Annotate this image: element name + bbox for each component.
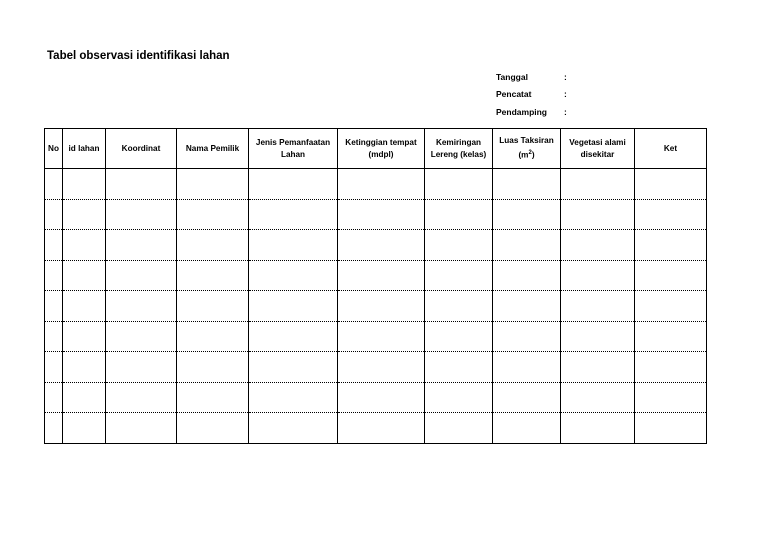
table-cell[interactable] bbox=[177, 352, 249, 383]
table-cell[interactable] bbox=[338, 199, 425, 230]
header-sup: 2 bbox=[528, 150, 532, 157]
header-line1: Koordinat bbox=[121, 143, 161, 153]
table-cell[interactable] bbox=[45, 352, 63, 383]
header-line1: Nama Pemilik bbox=[185, 143, 240, 153]
table-cell[interactable] bbox=[338, 413, 425, 444]
table-cell[interactable] bbox=[425, 352, 493, 383]
table-cell[interactable] bbox=[338, 291, 425, 322]
table-row bbox=[45, 260, 707, 291]
table-cell[interactable] bbox=[63, 352, 106, 383]
table-cell[interactable] bbox=[249, 382, 338, 413]
table-cell[interactable] bbox=[249, 260, 338, 291]
table-cell[interactable] bbox=[425, 413, 493, 444]
table-row bbox=[45, 199, 707, 230]
header-kemiringan bbox=[425, 129, 493, 169]
table-cell[interactable] bbox=[63, 291, 106, 322]
table-cell[interactable] bbox=[635, 291, 707, 322]
header-line1: Ket bbox=[663, 143, 678, 153]
header-ketinggian bbox=[338, 129, 425, 169]
header-line2: Lereng (kelas) bbox=[430, 149, 487, 159]
header-luas-taksiran bbox=[493, 129, 561, 169]
table-cell[interactable] bbox=[561, 382, 635, 413]
table-cell[interactable] bbox=[493, 199, 561, 230]
table-cell[interactable] bbox=[493, 413, 561, 444]
table-cell[interactable] bbox=[45, 230, 63, 261]
table-cell[interactable] bbox=[249, 169, 338, 200]
table-cell[interactable] bbox=[635, 382, 707, 413]
meta-row-pencatat bbox=[496, 86, 574, 104]
table-cell[interactable] bbox=[425, 321, 493, 352]
table-cell[interactable] bbox=[493, 260, 561, 291]
header-nama-pemilik bbox=[177, 129, 249, 169]
header-line1: Jenis Pemanfaatan bbox=[255, 137, 331, 147]
header-line2: (mdpl) bbox=[368, 149, 394, 159]
table-cell[interactable] bbox=[249, 413, 338, 444]
table-cell[interactable] bbox=[177, 321, 249, 352]
table-cell[interactable] bbox=[177, 413, 249, 444]
table-cell[interactable] bbox=[338, 352, 425, 383]
meta-label: Pendamping bbox=[496, 106, 548, 117]
table-cell[interactable] bbox=[425, 199, 493, 230]
table-cell[interactable] bbox=[106, 260, 177, 291]
table-cell[interactable] bbox=[635, 321, 707, 352]
table-cell[interactable] bbox=[635, 230, 707, 261]
table-cell[interactable] bbox=[635, 169, 707, 200]
meta-colon: : bbox=[564, 106, 567, 117]
table-row bbox=[45, 352, 707, 383]
table-cell[interactable] bbox=[249, 352, 338, 383]
table-cell[interactable] bbox=[63, 260, 106, 291]
table-cell[interactable] bbox=[63, 169, 106, 200]
header-jenis-pemanfaatan bbox=[249, 129, 338, 169]
table-cell[interactable] bbox=[63, 382, 106, 413]
table-cell[interactable] bbox=[561, 199, 635, 230]
table-cell[interactable] bbox=[425, 291, 493, 322]
header-line2: Lahan bbox=[280, 149, 306, 159]
table-cell[interactable] bbox=[425, 382, 493, 413]
table-cell[interactable] bbox=[338, 382, 425, 413]
table-row bbox=[45, 230, 707, 261]
table-cell[interactable] bbox=[177, 230, 249, 261]
table-cell[interactable] bbox=[45, 321, 63, 352]
table-cell[interactable] bbox=[425, 169, 493, 200]
table-cell[interactable] bbox=[106, 321, 177, 352]
table-cell[interactable] bbox=[249, 291, 338, 322]
table-cell[interactable] bbox=[338, 169, 425, 200]
table-cell[interactable] bbox=[635, 413, 707, 444]
table-row bbox=[45, 321, 707, 352]
table-cell[interactable] bbox=[106, 230, 177, 261]
header-vegetasi bbox=[561, 129, 635, 169]
header-line1: Vegetasi alami bbox=[569, 137, 626, 147]
header-koordinat bbox=[106, 129, 177, 169]
table-cell[interactable] bbox=[561, 413, 635, 444]
table-body bbox=[45, 169, 707, 444]
header-no bbox=[45, 129, 63, 169]
table-cell[interactable] bbox=[45, 291, 63, 322]
header-line2: disekitar bbox=[580, 149, 615, 159]
table-cell[interactable] bbox=[561, 230, 635, 261]
header-line2: (m bbox=[518, 150, 529, 160]
table-header-row bbox=[45, 129, 707, 169]
table-cell[interactable] bbox=[561, 321, 635, 352]
table-cell[interactable] bbox=[493, 352, 561, 383]
table-cell[interactable] bbox=[493, 291, 561, 322]
table-cell[interactable] bbox=[63, 413, 106, 444]
table-cell[interactable] bbox=[63, 230, 106, 261]
meta-label: Pencatat bbox=[496, 89, 532, 100]
document-title: Tabel observasi identifikasi lahan bbox=[47, 50, 230, 62]
table-cell[interactable] bbox=[493, 230, 561, 261]
table-cell[interactable] bbox=[45, 199, 63, 230]
table-row bbox=[45, 413, 707, 444]
table-cell[interactable] bbox=[635, 199, 707, 230]
header-line1: Kemiringan bbox=[435, 137, 482, 147]
table-cell[interactable] bbox=[177, 291, 249, 322]
header-line1: Luas Taksiran bbox=[499, 136, 554, 146]
meta-row-pendamping bbox=[496, 103, 574, 121]
table-cell[interactable] bbox=[106, 169, 177, 200]
table-row bbox=[45, 169, 707, 200]
table-cell[interactable] bbox=[425, 260, 493, 291]
table-cell[interactable] bbox=[338, 260, 425, 291]
table-cell[interactable] bbox=[635, 260, 707, 291]
table-cell[interactable] bbox=[561, 352, 635, 383]
observation-table bbox=[44, 128, 707, 444]
table-cell[interactable] bbox=[177, 199, 249, 230]
table-cell[interactable] bbox=[63, 199, 106, 230]
table-cell[interactable] bbox=[106, 199, 177, 230]
table-cell[interactable] bbox=[249, 230, 338, 261]
table-cell[interactable] bbox=[493, 321, 561, 352]
meta-label: Tanggal bbox=[496, 71, 528, 82]
table-cell[interactable] bbox=[106, 382, 177, 413]
table-cell[interactable] bbox=[249, 199, 338, 230]
table-cell[interactable] bbox=[493, 382, 561, 413]
table-cell[interactable] bbox=[177, 260, 249, 291]
meta-row-tanggal bbox=[496, 68, 574, 86]
table-cell[interactable] bbox=[425, 230, 493, 261]
table-cell[interactable] bbox=[45, 260, 63, 291]
table-cell[interactable] bbox=[45, 413, 63, 444]
table-cell[interactable] bbox=[561, 260, 635, 291]
table-cell[interactable] bbox=[177, 382, 249, 413]
table-cell[interactable] bbox=[106, 291, 177, 322]
header-line1: id lahan bbox=[68, 143, 100, 153]
table-cell[interactable] bbox=[45, 169, 63, 200]
table-row bbox=[45, 291, 707, 322]
table-row bbox=[45, 382, 707, 413]
meta-colon: : bbox=[564, 71, 567, 82]
header-line1: Ketinggian tempat bbox=[345, 137, 417, 147]
table-cell[interactable] bbox=[63, 321, 106, 352]
table-cell[interactable] bbox=[561, 169, 635, 200]
header-line1: No bbox=[48, 143, 59, 153]
meta-colon: : bbox=[564, 89, 567, 100]
table-cell[interactable] bbox=[106, 352, 177, 383]
table-cell[interactable] bbox=[45, 382, 63, 413]
header-tail: ) bbox=[531, 150, 535, 160]
table-cell[interactable] bbox=[177, 169, 249, 200]
table-cell[interactable] bbox=[338, 321, 425, 352]
header-ket bbox=[635, 129, 707, 169]
table-cell[interactable] bbox=[635, 352, 707, 383]
table-cell[interactable] bbox=[493, 169, 561, 200]
table-cell[interactable] bbox=[338, 230, 425, 261]
header-id-lahan bbox=[63, 129, 106, 169]
table-cell[interactable] bbox=[249, 321, 338, 352]
meta-fields bbox=[496, 68, 574, 121]
table-cell[interactable] bbox=[561, 291, 635, 322]
table-cell[interactable] bbox=[106, 413, 177, 444]
